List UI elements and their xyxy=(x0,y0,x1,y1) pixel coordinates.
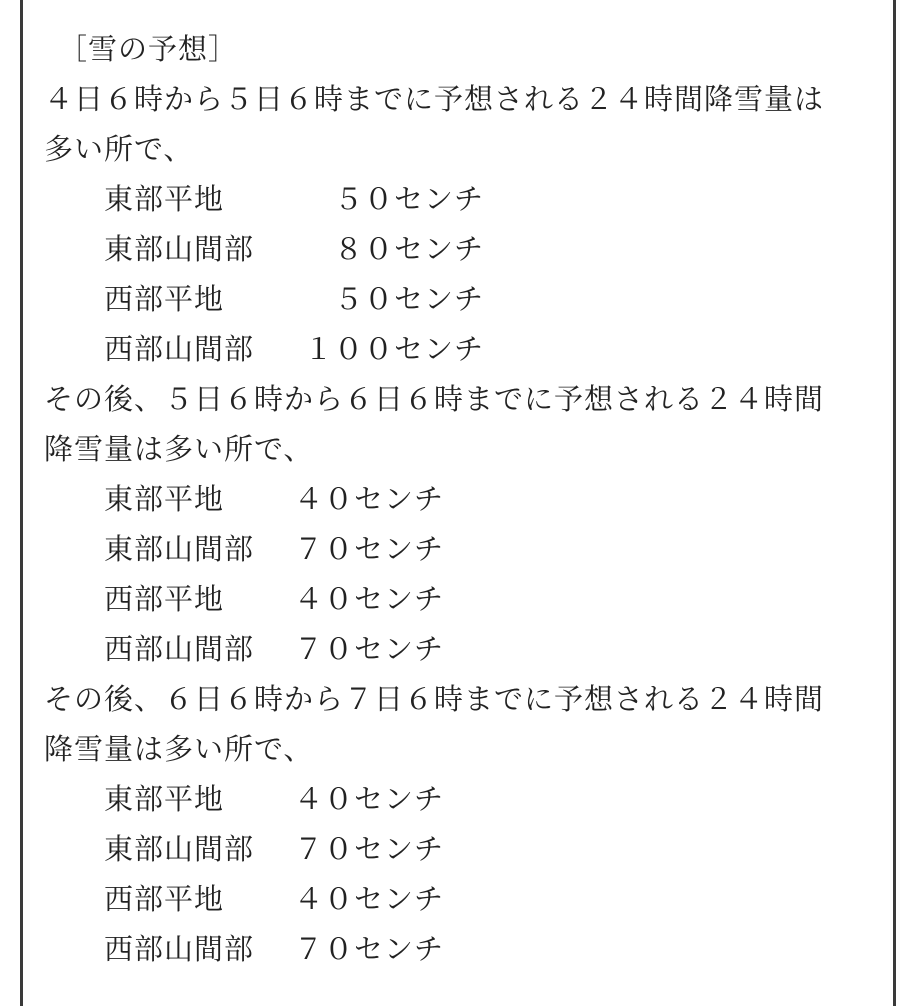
period-intro-line: 降雪量は多い所で、 xyxy=(44,432,314,466)
snowfall-amount: ７０センチ xyxy=(294,932,445,966)
snowfall-amount: ４０センチ xyxy=(294,882,445,916)
forecast-period-2 xyxy=(44,374,894,674)
snowfall-amount: ７０センチ xyxy=(294,532,445,566)
area-name: 西部平地 xyxy=(104,882,225,916)
area-name: 東部山間部 xyxy=(104,532,255,566)
forecast-period-3 xyxy=(44,674,894,974)
area-name: 東部平地 xyxy=(104,782,225,816)
period-intro-line: その後、６日６時から７日６時までに予想される２４時間 xyxy=(44,682,825,716)
area-name: 西部山間部 xyxy=(104,932,255,966)
snowfall-amount: ７０センチ xyxy=(294,632,445,666)
area-row xyxy=(44,624,894,674)
area-row xyxy=(44,524,894,574)
area-row xyxy=(44,474,894,524)
area-name: 西部平地 xyxy=(104,282,225,316)
snowfall-amount: ４０センチ xyxy=(294,782,445,816)
snowfall-amount: ５０センチ xyxy=(333,282,484,316)
area-name: 西部平地 xyxy=(104,582,225,616)
area-row xyxy=(44,824,894,874)
snowfall-amount: ８０センチ xyxy=(333,232,484,266)
snowfall-amount: ７０センチ xyxy=(294,832,445,866)
area-row xyxy=(44,874,894,924)
area-name: 東部平地 xyxy=(104,482,225,516)
area-row xyxy=(44,324,894,374)
snowfall-amount: ５０センチ xyxy=(333,182,484,216)
area-name: 東部山間部 xyxy=(104,832,255,866)
area-row xyxy=(44,924,894,974)
area-row xyxy=(44,174,894,224)
section-heading: ［雪の予想］ xyxy=(58,32,239,66)
snowfall-amount: ４０センチ xyxy=(294,482,445,516)
period-intro-line: ４日６時から５日６時までに予想される２４時間降雪量は xyxy=(44,82,825,116)
period-intro-line: その後、５日６時から６日６時までに予想される２４時間 xyxy=(44,382,825,416)
snowfall-amount: １００センチ xyxy=(303,332,484,366)
period-intro-line: 多い所で、 xyxy=(44,132,194,166)
snow-forecast-text xyxy=(44,24,894,974)
area-row xyxy=(44,274,894,324)
period-intro-line: 降雪量は多い所で、 xyxy=(44,732,314,766)
snowfall-amount: ４０センチ xyxy=(294,582,445,616)
area-name: 東部山間部 xyxy=(104,232,255,266)
forecast-period-1 xyxy=(44,74,894,374)
area-row xyxy=(44,574,894,624)
area-name: 東部平地 xyxy=(104,182,225,216)
area-row xyxy=(44,774,894,824)
area-name: 西部山間部 xyxy=(104,332,255,366)
area-name: 西部山間部 xyxy=(104,632,255,666)
area-row xyxy=(44,224,894,274)
